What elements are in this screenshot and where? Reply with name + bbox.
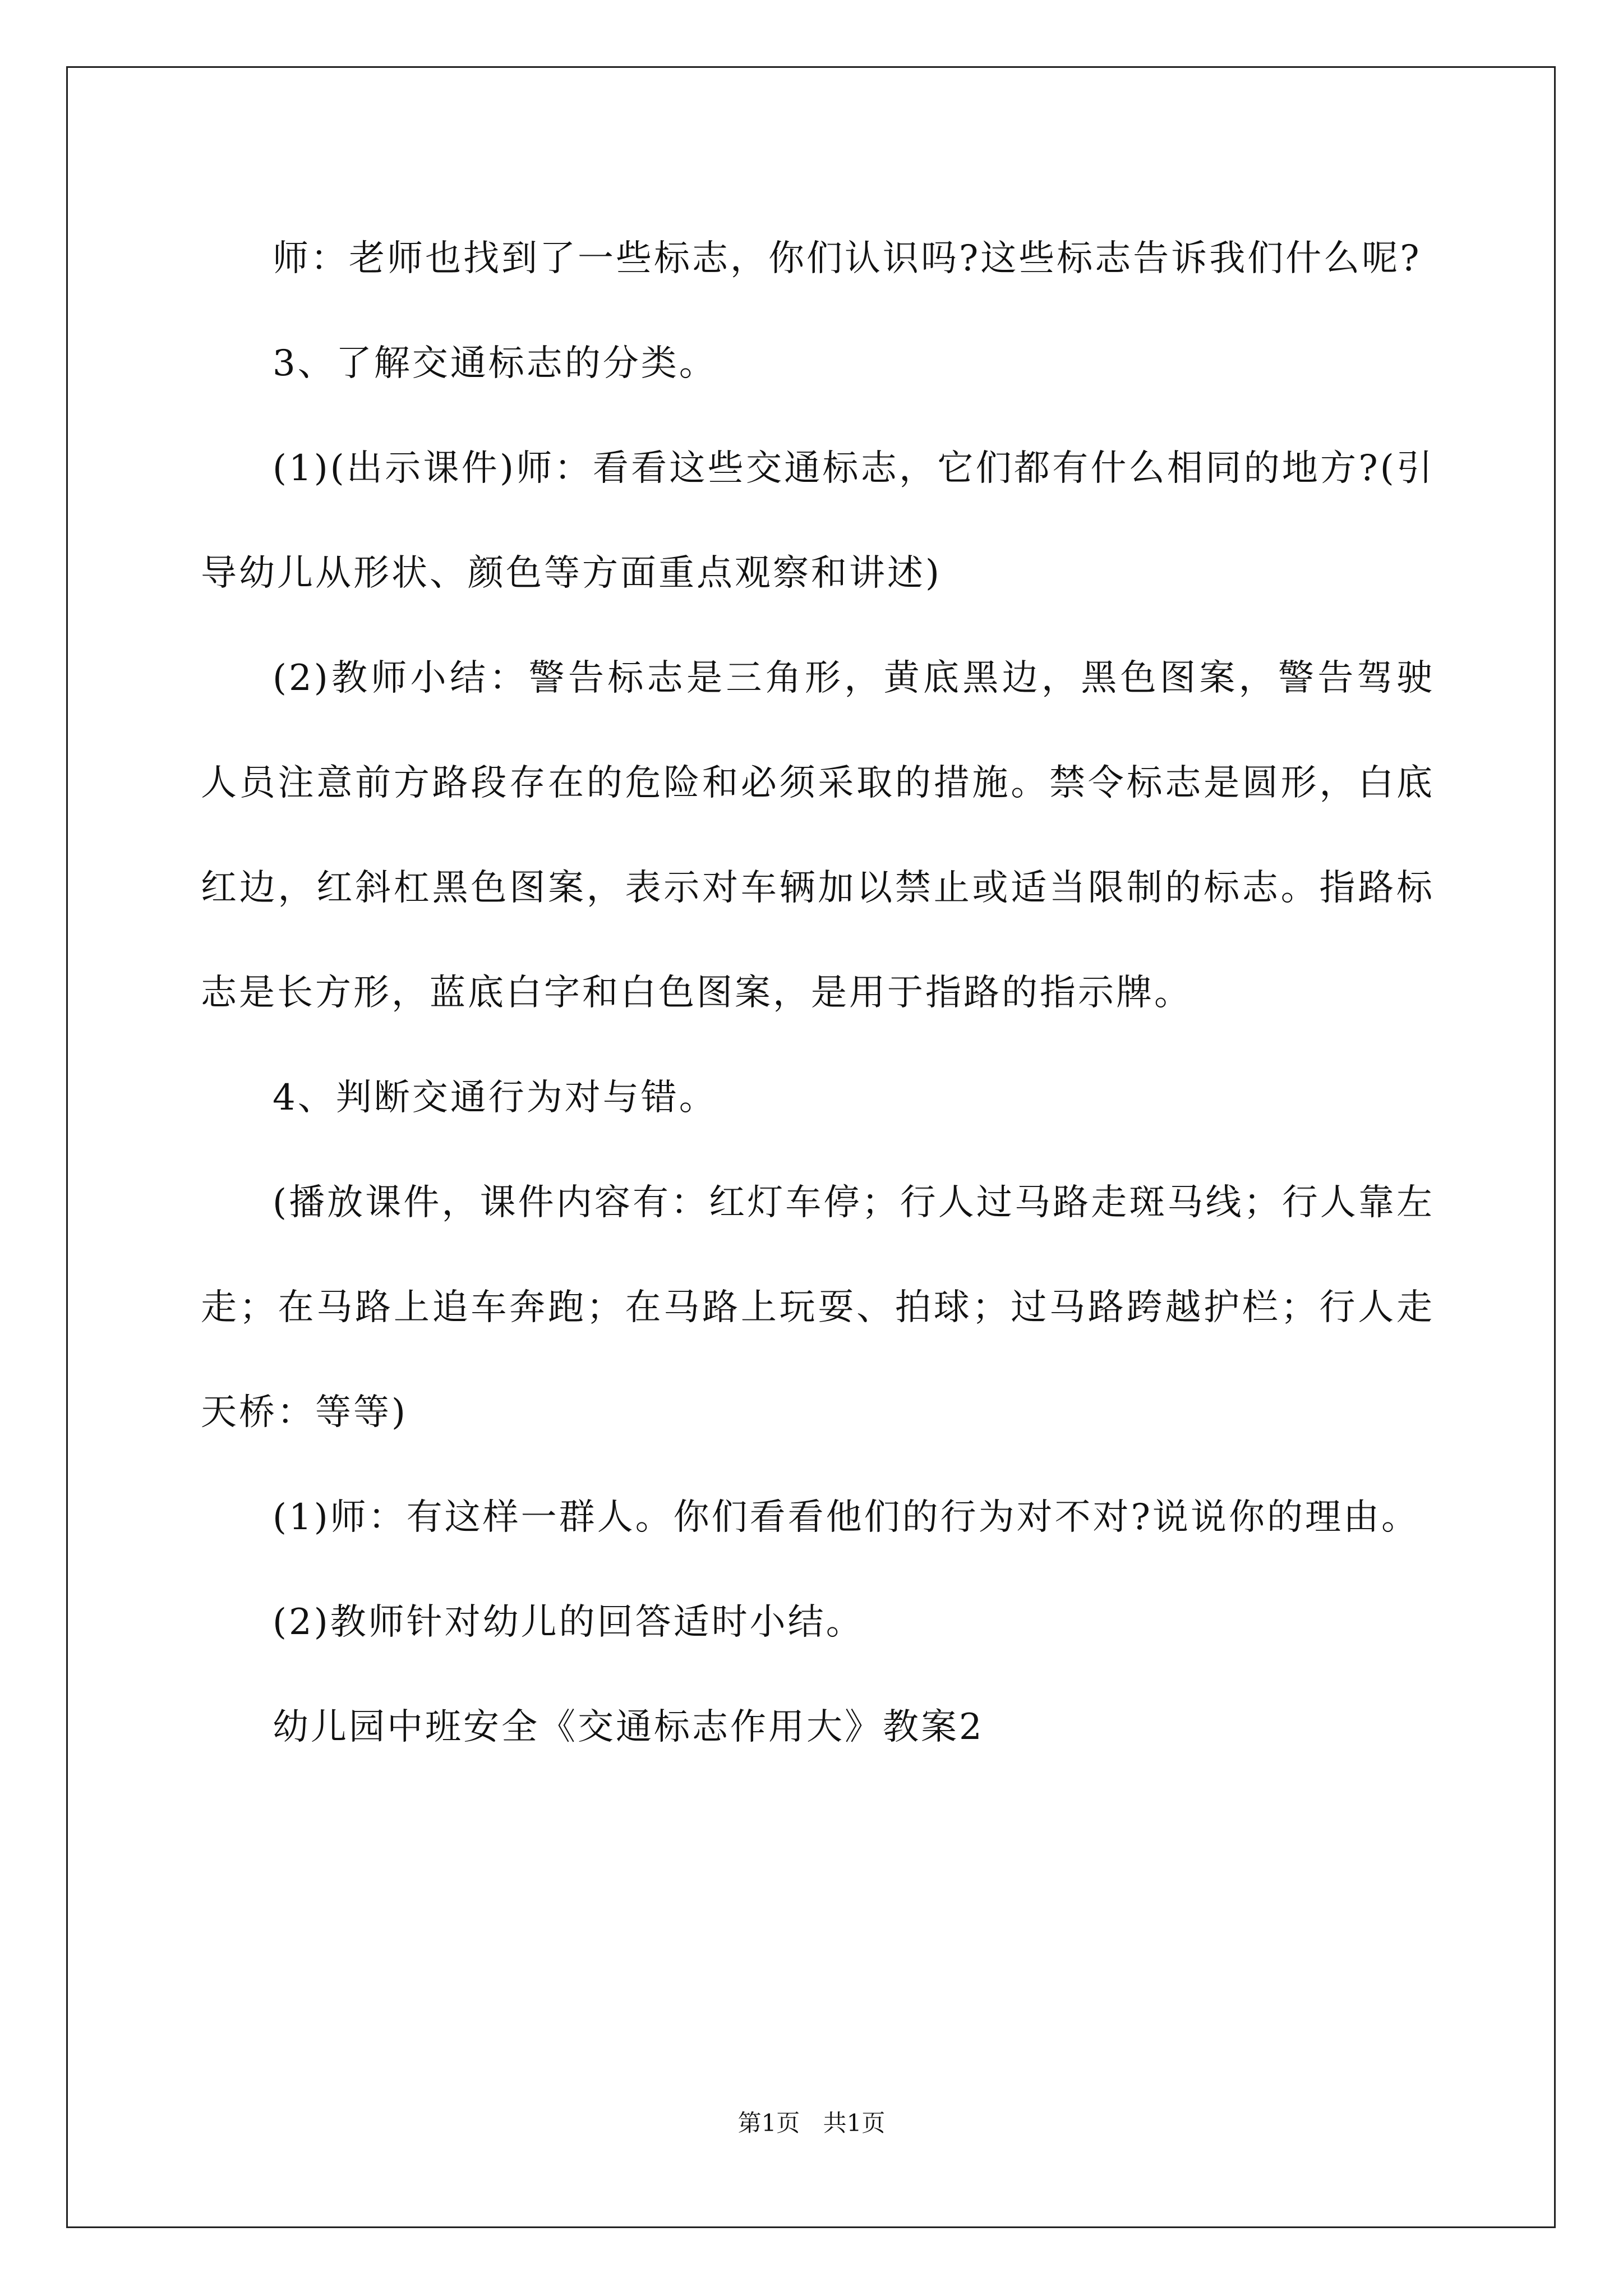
paragraph-section-3-heading: 3、了解交通标志的分类。 — [273, 343, 717, 384]
page-footer — [0, 2106, 1623, 2140]
document-body — [201, 206, 1435, 1780]
page-number-current: 第1页 — [737, 2109, 800, 2137]
paragraph-step-1-discuss: (1)师：有这样一群人。你们看看他们的行为对不对?说说你的理由。 — [273, 1497, 1419, 1538]
paragraph-step-2-teacher-summary: (2)教师针对幼儿的回答适时小结。 — [273, 1602, 864, 1643]
paragraph-courseware-content: (播放课件，课件内容有：红灯车停；行人过马路走斑马线；行人靠左走；在马路上追车奔跑；在马路上玩耍、拍球；过马路跨越护栏；行人走天桥：等等) — [201, 1182, 1435, 1433]
paragraph-teacher-question: 师：老师也找到了一些标志，你们认识吗?这些标志告诉我们什么呢? — [273, 238, 1422, 279]
paragraph-step-2-summary: (2)教师小结：警告标志是三角形，黄底黑边，黑色图案，警告驾驶人员注意前方路段存在的危险和必须采取的措施。禁令标志是圆形，白底红边，红斜杠黑色图案，表示对车辆加以禁止或适当限制的标志。指路标志是长方形，蓝底白字和白色图案，是用于指路的指示牌。 — [201, 657, 1435, 1014]
paragraph-lesson-plan-2-title: 幼儿园中班安全《交通标志作用大》教案2 — [273, 1706, 984, 1748]
page-number-total: 共1页 — [823, 2109, 886, 2137]
paragraph-section-4-heading: 4、判断交通行为对与错。 — [273, 1077, 717, 1119]
paragraph-step-1-observe: (1)(出示课件)师：看看这些交通标志，它们都有什么相同的地方?(引导幼儿从形状、颜色等方面重点观察和讲述) — [201, 448, 1435, 594]
